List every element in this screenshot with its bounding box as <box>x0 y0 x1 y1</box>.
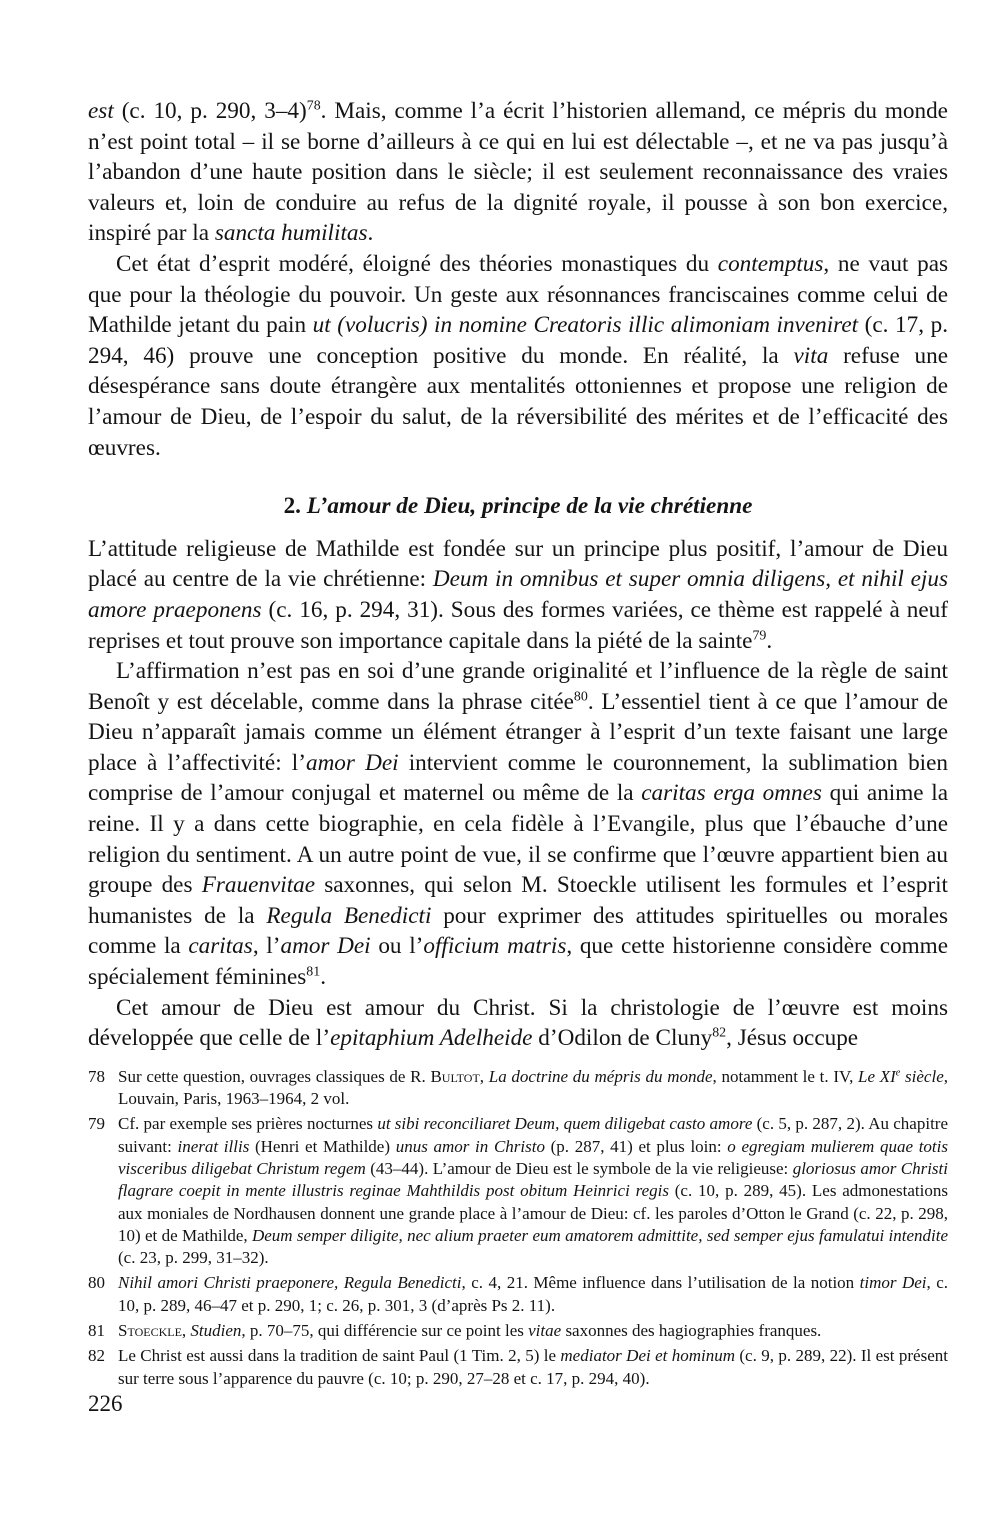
text-run: . <box>766 627 773 654</box>
text-run: , que cette historienne considère comme spécialement féminines <box>88 933 948 991</box>
text-run: , l’ <box>252 933 281 960</box>
paragraph <box>88 656 948 993</box>
footnote-number: 78 <box>88 1066 105 1086</box>
text-run: , notamment le t. IV, <box>712 1066 859 1086</box>
paragraph <box>88 249 948 463</box>
text-run: Le Christ est aussi dans la tradition de saint Paul (1 Tim. 2, 5) le <box>118 1346 561 1366</box>
text-run: (c. 10, p. 290, 3–4) <box>113 98 307 124</box>
italic-text: amor Dei <box>280 933 371 960</box>
italic-text: sancta humilitas <box>214 220 368 247</box>
italic-text: epitaphium Adelheide <box>330 1025 533 1052</box>
text-run: saxonnes des hagiographies franques. <box>561 1321 822 1341</box>
text-run: (Henri et Mathilde) <box>249 1136 396 1156</box>
footnote-number: 82 <box>88 1346 105 1366</box>
footnote-text <box>118 1066 948 1111</box>
text-run: , ne vaut pas que pour la théologie du pouvoir. Un geste aux résonnances franciscaines comme celui de Mathilde jetant du pain <box>88 250 949 339</box>
italic-text: ut (volucris) in nomine Creatoris illic alimoniam inveniret <box>312 312 859 339</box>
text-run: , Louvain, Paris, 1963–1964, 2 vol. <box>118 1066 948 1109</box>
page-number: 226 <box>88 1391 123 1416</box>
text-run: (c. 10, p. 289, 45). Les admonestations aux moniales de Nordhausen donnent une grande place à l’amour de Dieu: cf. les paroles d’Otton le Grand (c. 22, p. 298, 10) et de Mathilde, <box>118 1181 948 1245</box>
italic-text: Regula Benedicti <box>266 902 432 929</box>
text-run: , Jésus occupe <box>726 1025 859 1052</box>
text-run: (p. 287, 41) et plus loin: <box>544 1136 728 1156</box>
footnotes <box>88 1066 948 1390</box>
paragraph <box>88 96 948 249</box>
italic-text: Le XI <box>858 1066 896 1086</box>
italic-text: timor Dei <box>859 1273 927 1293</box>
italic-text: caritas <box>188 933 253 960</box>
italic-text: Frauenvitae <box>201 872 316 899</box>
note-ref: 79 <box>752 627 767 643</box>
italic-text: La doctrine du mépris du monde <box>488 1066 713 1086</box>
text-run: (c. 16, p. 294, 31). Sous des formes variées, ce thème est rappelé à neuf reprises et tout prouve son importance capitale dans la piété de la sainte <box>88 596 948 654</box>
footnote-text <box>118 1320 948 1342</box>
footnote <box>88 1272 948 1317</box>
italic-text: caritas erga omnes <box>641 780 822 807</box>
text-run: , <box>181 1321 191 1341</box>
italic-text: vitae <box>528 1321 562 1341</box>
author-name: Stoeckle <box>118 1321 182 1341</box>
page-content <box>88 96 948 1393</box>
italic-text: mediator Dei et hominum <box>560 1346 736 1366</box>
text-run: , <box>479 1066 489 1086</box>
text-run: pour exprimer des attitudes spirituelles ou morales comme la <box>88 902 949 960</box>
text-run: qui anime la reine. Il y a dans cette biographie, en cela fidèle à l’Evangile, plus que l’ébauche d’une religion du sentiment. A un autre point de vue, il se confirme que l’œuvre appartient bien au groupe des <box>88 780 948 899</box>
italic-text: siècle <box>900 1066 944 1086</box>
text-run: d’Odilon de Cluny <box>532 1025 713 1052</box>
text-run: refuse une désespérance sans doute étrangère aux mentalités ottoniennes et propose une religion de l’amour de Dieu, de l’espoir du salut, de la réversibilité des mérites et de l’efficacité des œuvres. <box>88 342 949 461</box>
text-run: L’affirmation n’est pas en soi d’une grande originalité et l’influence de la règle de saint Benoît y est décelable, comme dans la phrase citée <box>88 658 948 715</box>
text-run: (c. 9, p. 289, 22). Il est présent sur terre sous l’apparence du pauvre (c. 10; p. 290, 27–28 et c. 17, p. 294, 40). <box>118 1346 948 1388</box>
italic-text: o egregiam mulierem quae totis visceribus diligebat Christum regem <box>118 1136 948 1178</box>
text-run: Cf. par exemple ses prières nocturnes <box>118 1114 378 1134</box>
footnote-number: 80 <box>88 1273 105 1293</box>
italic-text: Studien <box>190 1321 242 1341</box>
text-run: . <box>320 964 326 991</box>
section-heading <box>88 491 948 522</box>
italic-text: est <box>88 98 114 124</box>
note-ref: 81 <box>306 964 321 980</box>
italic-text: vita <box>793 342 829 369</box>
note-ref: 80 <box>573 688 588 704</box>
text-run: . L’essentiel tient à ce que l’amour de Dieu n’apparaît jamais comme un élément étranger à l’esprit d’un texte faisant une large place à l’affectivité: l’ <box>88 688 948 776</box>
text-run: Sur cette question, ouvrages classiques de R. <box>118 1066 431 1086</box>
footnote <box>88 1345 948 1390</box>
text-run: Cet état d’esprit modéré, éloigné des théories monastiques du <box>116 250 718 277</box>
text-run: , c. 10, p. 289, 46–47 et p. 290, 1; c. 26, p. 301, 3 (d’après Ps 2. 11). <box>118 1273 949 1315</box>
italic-text: contemptus <box>717 250 824 277</box>
footnote <box>88 1066 948 1111</box>
text-run: L’attitude religieuse de Mathilde est fondée sur un principe plus positif, l’amour de Dieu placé au centre de la vie chrétienne: <box>88 535 948 593</box>
footnote-text <box>118 1113 948 1269</box>
paragraph <box>88 993 948 1054</box>
italic-text: officium matris <box>423 933 567 960</box>
footnote-text <box>118 1272 948 1317</box>
text-run: . Mais, comme l’a écrit l’historien allemand, ce mépris du monde n’est point total – il se borne d’ailleurs à ce qui en lui est délectable –, et ne va pas jusqu’à l’abandon d’une haute position dans le siècle; il est seulement reconnaissance des vraies valeurs et, loin de conduire au refus de la dignité royale, il pousse à son bon exercice, inspiré par la <box>88 98 948 247</box>
italic-text: inerat illis <box>177 1136 250 1156</box>
text-run: (c. 17, p. 294, 46) prouve une conception positive du monde. En réalité, la <box>88 312 949 369</box>
text-run: (43–44). L’amour de Dieu est le symbole de la vie religieuse: <box>365 1159 793 1178</box>
paragraph <box>88 534 948 656</box>
italic-text: ut sibi reconciliaret Deum, quem diligebat casto amore <box>377 1114 753 1134</box>
italic-text: Deum in omnibus et super omnia diligens, et nihil ejus amore praeponens <box>88 566 948 623</box>
italic-text: amor Dei <box>305 749 399 776</box>
section-heading-number: 2. <box>283 493 301 520</box>
text-run: , c. 4, 21. Même influence dans l’utilisation de la notion <box>461 1273 860 1293</box>
italic-text: gloriosus amor Christi flagrare coepit in mente illustris reginae Mahthildis post obitum Heinrici regis <box>118 1159 948 1201</box>
text-run: (c. 5, p. 287, 2). Au chapitre suivant: <box>118 1114 948 1156</box>
section-heading-title: L’amour de Dieu, principe de la vie chrétienne <box>306 493 753 520</box>
footnote <box>88 1320 948 1342</box>
text-run: intervient comme le couronnement, la sublimation bien comprise de l’amour conjugal et maternel ou même de la <box>88 749 949 807</box>
footnote-number: 79 <box>88 1114 105 1134</box>
note-ref: e <box>895 1067 901 1079</box>
text-run: Cet amour de Dieu est amour du Christ. Si la christologie de l’œuvre est moins développée que celle de l’ <box>88 994 948 1052</box>
italic-text: Nihil amori Christi praeponere, Regula Benedicti <box>118 1273 462 1293</box>
text-run: (c. 23, p. 299, 31–32). <box>118 1248 269 1268</box>
text-run: saxonnes, qui selon M. Stoeckle utilisent les formules et l’esprit humanistes de la <box>88 872 948 929</box>
author-name: Bultot <box>430 1066 480 1086</box>
footnote <box>88 1113 948 1269</box>
note-ref: 82 <box>712 1025 727 1041</box>
text-run: . <box>367 220 374 247</box>
note-ref: 78 <box>306 98 321 114</box>
text-run: ou l’ <box>370 933 424 960</box>
italic-text: unus amor in Christo <box>395 1136 545 1156</box>
footnote-number: 81 <box>88 1321 105 1341</box>
text-run: , p. 70–75, qui différencie sur ce point les <box>241 1321 529 1341</box>
footnote-text <box>118 1345 948 1390</box>
italic-text: Deum semper diligite, nec alium praeter eum amatorem admittite, sed semper ejus famulatui intendite <box>251 1225 948 1245</box>
